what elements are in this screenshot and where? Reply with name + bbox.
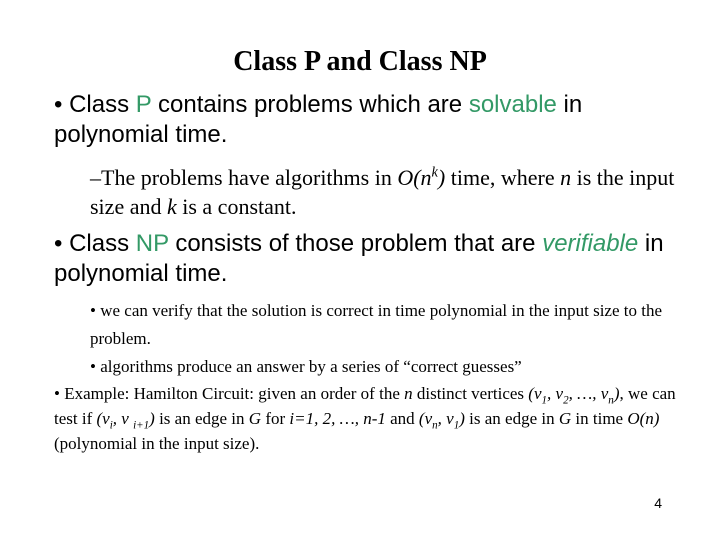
vertex-sequence xyxy=(528,384,620,407)
subscript: n xyxy=(432,419,438,432)
math-text: , …, v xyxy=(568,384,609,403)
example-text: is an edge in xyxy=(464,409,559,428)
exponent-k: k xyxy=(431,164,438,181)
math-text: ) xyxy=(459,409,465,428)
bullet-text: • Class xyxy=(54,230,136,257)
sub-bullet-guesses: • algorithms produce an answer by a series of “correct guesses” xyxy=(90,357,522,376)
math-text: , v xyxy=(437,409,454,428)
example-text: is an edge in xyxy=(154,409,249,428)
example-text: distinct vertices xyxy=(412,384,529,403)
example-text: (polynomial in the input size). xyxy=(54,434,260,453)
math-text: , v xyxy=(547,384,564,403)
example-text: and xyxy=(385,409,419,428)
math-text: (v xyxy=(418,409,433,428)
subscript: n xyxy=(608,394,614,407)
edge-vn-v1 xyxy=(418,409,465,432)
var-g: G xyxy=(248,409,262,428)
math-text: (v xyxy=(96,409,110,428)
index-range: i=1, 2, …, n-1 xyxy=(289,409,386,428)
var-n: n xyxy=(404,384,413,403)
class-name-np: NP xyxy=(135,230,169,257)
var-n: n xyxy=(560,165,572,190)
sub-text: –The problems have algorithms in xyxy=(90,165,398,190)
bullet-text: consists of those problem that are xyxy=(168,230,543,257)
keyword-solvable: solvable xyxy=(468,91,557,118)
class-name-p: P xyxy=(135,91,152,118)
math-text: , v xyxy=(112,409,134,428)
subscript: i+1 xyxy=(133,419,150,432)
edge-vi xyxy=(96,409,155,432)
sub-text: is a constant. xyxy=(176,194,297,219)
example-text: , we can test if xyxy=(54,384,676,428)
slide-title: Class P and Class NP xyxy=(233,46,487,77)
example-text: • Example: Hamilton Circuit: given an order of the xyxy=(54,384,405,403)
example-text: in time xyxy=(571,409,628,428)
sub-bullet-algorithms xyxy=(90,163,690,221)
example-paragraph xyxy=(54,381,694,456)
subscript: 1 xyxy=(453,419,460,432)
sub-bullet-verify: • we can verify that the solution is correct in time polynomial in the input size to the problem. xyxy=(90,301,663,348)
var-k: k xyxy=(166,194,177,219)
sub-bullets-np xyxy=(90,297,690,381)
bullet-text: in polynomial time. xyxy=(54,91,583,148)
bullet-text: contains problems which are xyxy=(151,91,469,118)
big-o-n: O(n) xyxy=(627,409,660,428)
math-text: ) xyxy=(613,384,620,403)
subscript: 1 xyxy=(541,394,548,407)
big-o-expression xyxy=(397,165,445,190)
subscript: i xyxy=(109,419,113,432)
math-text: ) xyxy=(149,409,155,428)
math-text: (v xyxy=(528,384,542,403)
bullet-text: in polynomial time. xyxy=(54,230,664,287)
example-text: for xyxy=(261,409,290,428)
sub-text: time, where xyxy=(445,165,561,190)
var-g: G xyxy=(558,409,572,428)
subscript: 2 xyxy=(563,394,569,407)
big-o-open: O(n xyxy=(397,165,432,190)
bullet-text: • Class xyxy=(54,91,136,118)
bullet-class-np xyxy=(54,229,704,289)
bullet-class-p xyxy=(54,90,694,150)
page-number: 4 xyxy=(654,495,662,511)
big-o-close: ) xyxy=(437,165,446,190)
sub-text: is the input size and xyxy=(90,165,675,219)
keyword-verifiable: verifiable xyxy=(542,230,639,257)
